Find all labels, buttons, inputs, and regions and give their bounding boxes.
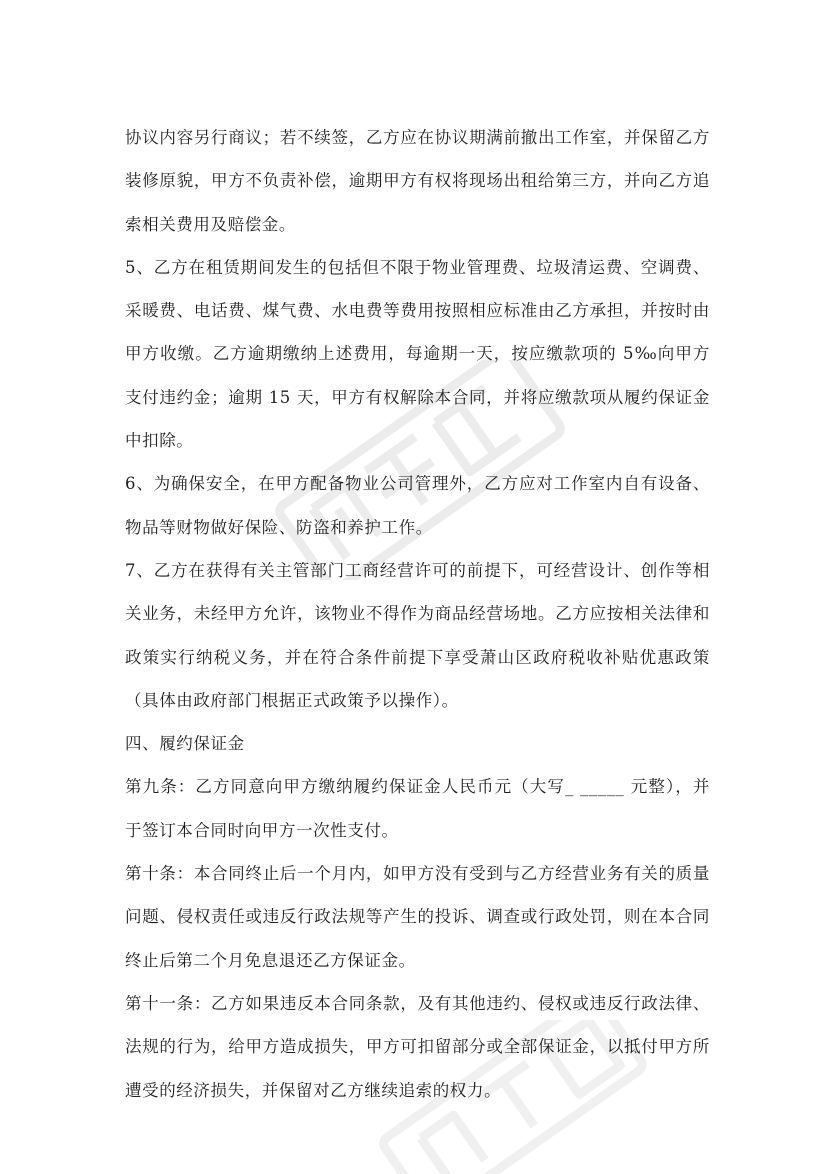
clause-5: 5、乙方在租赁期间发生的包括但不限于物业管理费、垃圾清运费、空调费、采暖费、电话费、煤气费、水电费等费用按照相应标准由乙方承担，并按时由甲方收缴。乙方逾期缴纳上述费用，每逾期一天，按应缴款项的 5‰向甲方支付违约金；逾期 15 天，甲方有权解除本合同，并将应缴款项从履约保证金中扣除。 [125,257,710,451]
article-9: 第九条：乙方同意向甲方缴纳履约保证金人民币元（大写_ _____ 元整），并于签订本合同时向甲方一次性支付。 [125,777,710,840]
article-11: 第十一条：乙方如果违反本合同条款，及有其他违约、侵权或违反行政法律、法规的行为，给甲方造成损失，甲方可扣留部分或全部保证金，以抵付甲方所遭受的经济损失，并保留对乙方继续追索的权力。 [125,993,710,1100]
article-10: 第十条：本合同终止后一个月内，如甲方没有受到与乙方经营业务有关的质量问题、侵权责任或违反行政法规等产生的投诉、调查或行政处罚，则在本合同终止后第二个月免息退还乙方保证金。 [125,864,710,970]
document-body [125,116,710,1112]
clause-6: 6、为确保安全，在甲方配备物业公司管理外，乙方应对工作室内自有设备、物品等财物做好保险、防盗和养护工作。 [125,474,710,537]
section-heading-deposit: 四、履约保证金 [125,734,245,754]
clause-7: 7、乙方在获得有关主管部门工商经营许可的前提下，可经营设计、创作等相关业务，未经甲方允许，该物业不得作为商品经营场地。乙方应按相关法律和政策实行纳税义务，并在符合条件前提下享受萧山区政府税收补贴优惠政策（具体由政府部门根据正式政策予以操作）。 [125,560,710,710]
paragraph-continuation: 协议内容另行商议；若不续签，乙方应在协议期满前撤出工作室，并保留乙方装修原貌，甲方不负责补偿，逾期甲方有权将现场出租给第三方，并向乙方追索相关费用及赔偿金。 [125,128,710,234]
